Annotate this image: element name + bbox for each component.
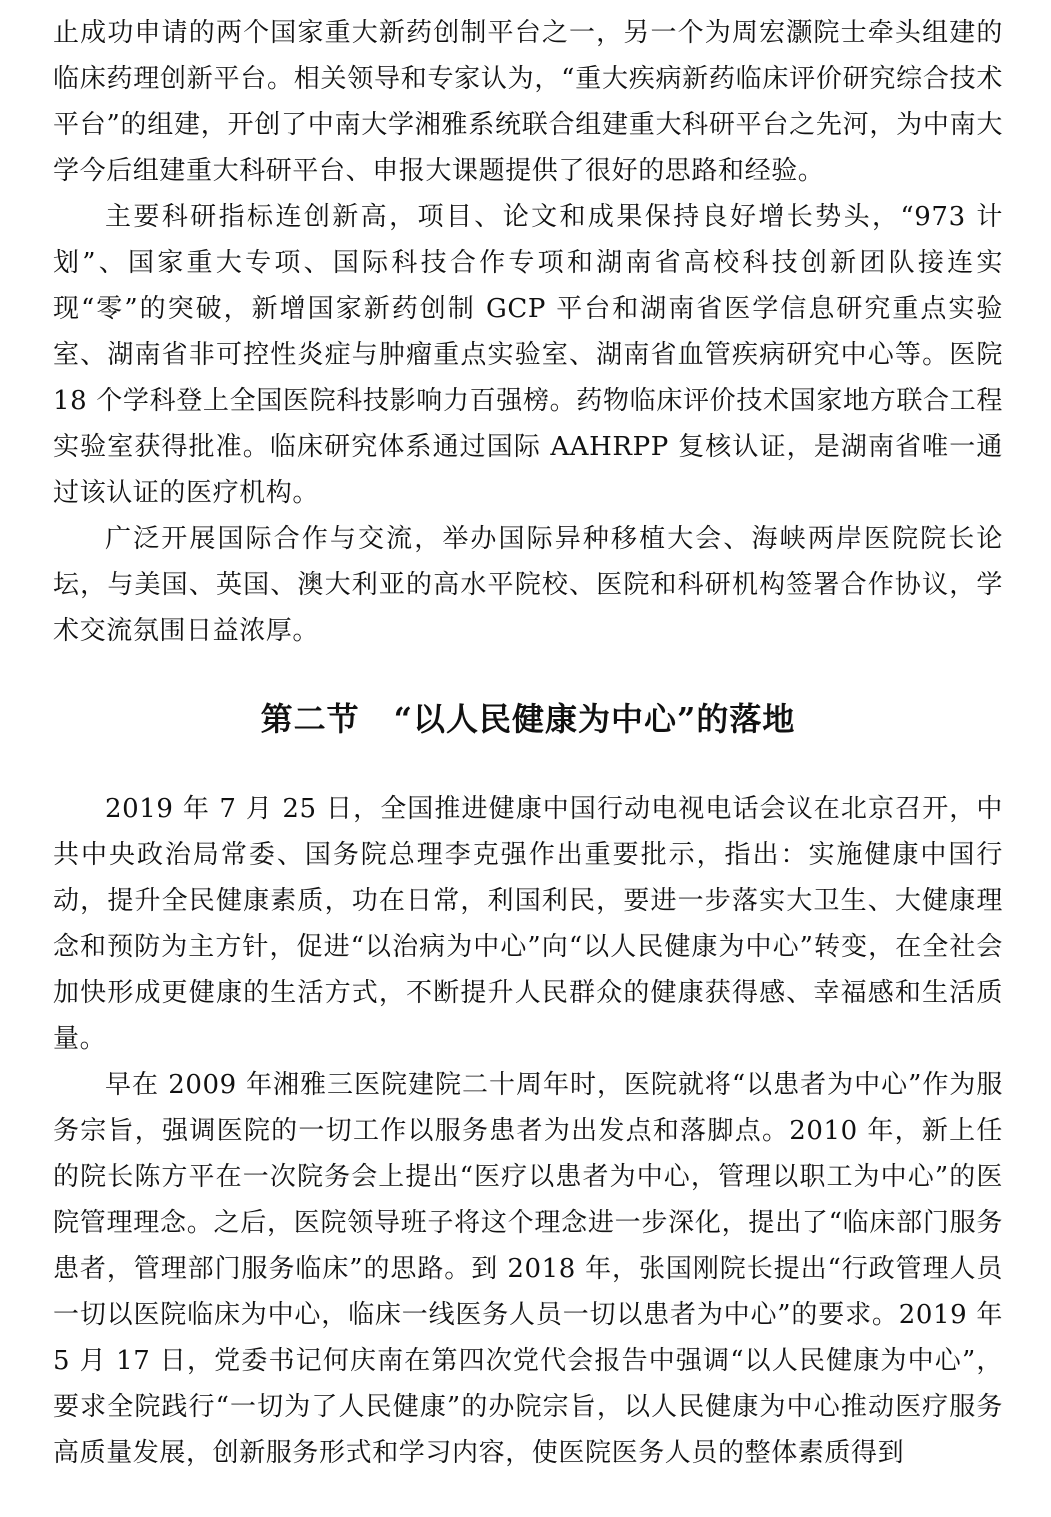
paragraph-hospital-history: 早在 2009 年湘雅三医院建院二十周年时，医院就将“以患者为中心”作为服务宗旨，强调医院的一切工作以服务患者为出发点和落脚点。2010 年，新上任的院长陈方平在一次院务会上提出“医疗以患者为中心，管理以职工为中心”的医院管理理念。之后，医院领导班子将这个理念进一步深化，提出了“临床部门服务患者，管理部门服务临床”的思路。到 2018 年，张国刚院长提出“行政管理人员一切以医院临床为中心，临床一线医务人员一切以患者为中心”的要求。2019 年 5 月 17 日，党委书记何庆南在第四次党代会报告中强调“以人民健康为中心”，要求全院践行“一切为了人民健康”的办院宗旨，以人民健康为中心推动医疗服务高质量发展，创新服务形式和学习内容，使医院医务人员的整体素质得到 — [53, 1070, 1003, 1468]
paragraph-continued: 止成功申请的两个国家重大新药创制平台之一，另一个为周宏灏院士牵头组建的临床药理创新平台。相关领导和专家认为，“重大疾病新药临床评价研究综合技术平台”的组建，开创了中南大学湘雅系统联合组建重大科研平台之先河，为中南大学今后组建重大科研平台、申报大课题提供了很好的思路和经验。 — [53, 18, 1003, 186]
section-title: “以人民健康为中心”的落地 — [393, 700, 796, 738]
paragraph-international-cooperation: 广泛开展国际合作与交流，举办国际异种移植大会、海峡两岸医院院长论坛，与美国、英国、澳大利亚的高水平院校、医院和科研机构签署合作协议，学术交流氛围日益浓厚。 — [53, 524, 1003, 646]
section-heading — [53, 694, 1003, 744]
paragraph-healthy-china-meeting: 2019 年 7 月 25 日，全国推进健康中国行动电视电话会议在北京召开，中共中央政治局常委、国务院总理李克强作出重要批示，指出：实施健康中国行动，提升全民健康素质，功在日常，利国利民，要进一步落实大卫生、大健康理念和预防为主方针，促进“以治病为中心”向“以人民健康为中心”转变，在全社会加快形成更健康的生活方式，不断提升人民群众的健康获得感、幸福感和生活质量。 — [53, 794, 1003, 1054]
section-number: 第二节 — [260, 700, 360, 738]
paragraph-research-indicators: 主要科研指标连创新高，项目、论文和成果保持良好增长势头，“973 计划”、国家重大专项、国际科技合作专项和湖南省高校科技创新团队接连实现“零”的突破，新增国家新药创制 GCP 平台和湖南省医学信息研究重点实验室、湖南省非可控性炎症与肿瘤重点实验室、湖南省血管疾病研究中心等。医院 18 个学科登上全国医院科技影响力百强榜。药物临床评价技术国家地方联合工程实验室获得批准。临床研究体系通过国际 AAHRPP 复核认证，是湖南省唯一通过该认证的医疗机构。 — [53, 202, 1003, 508]
